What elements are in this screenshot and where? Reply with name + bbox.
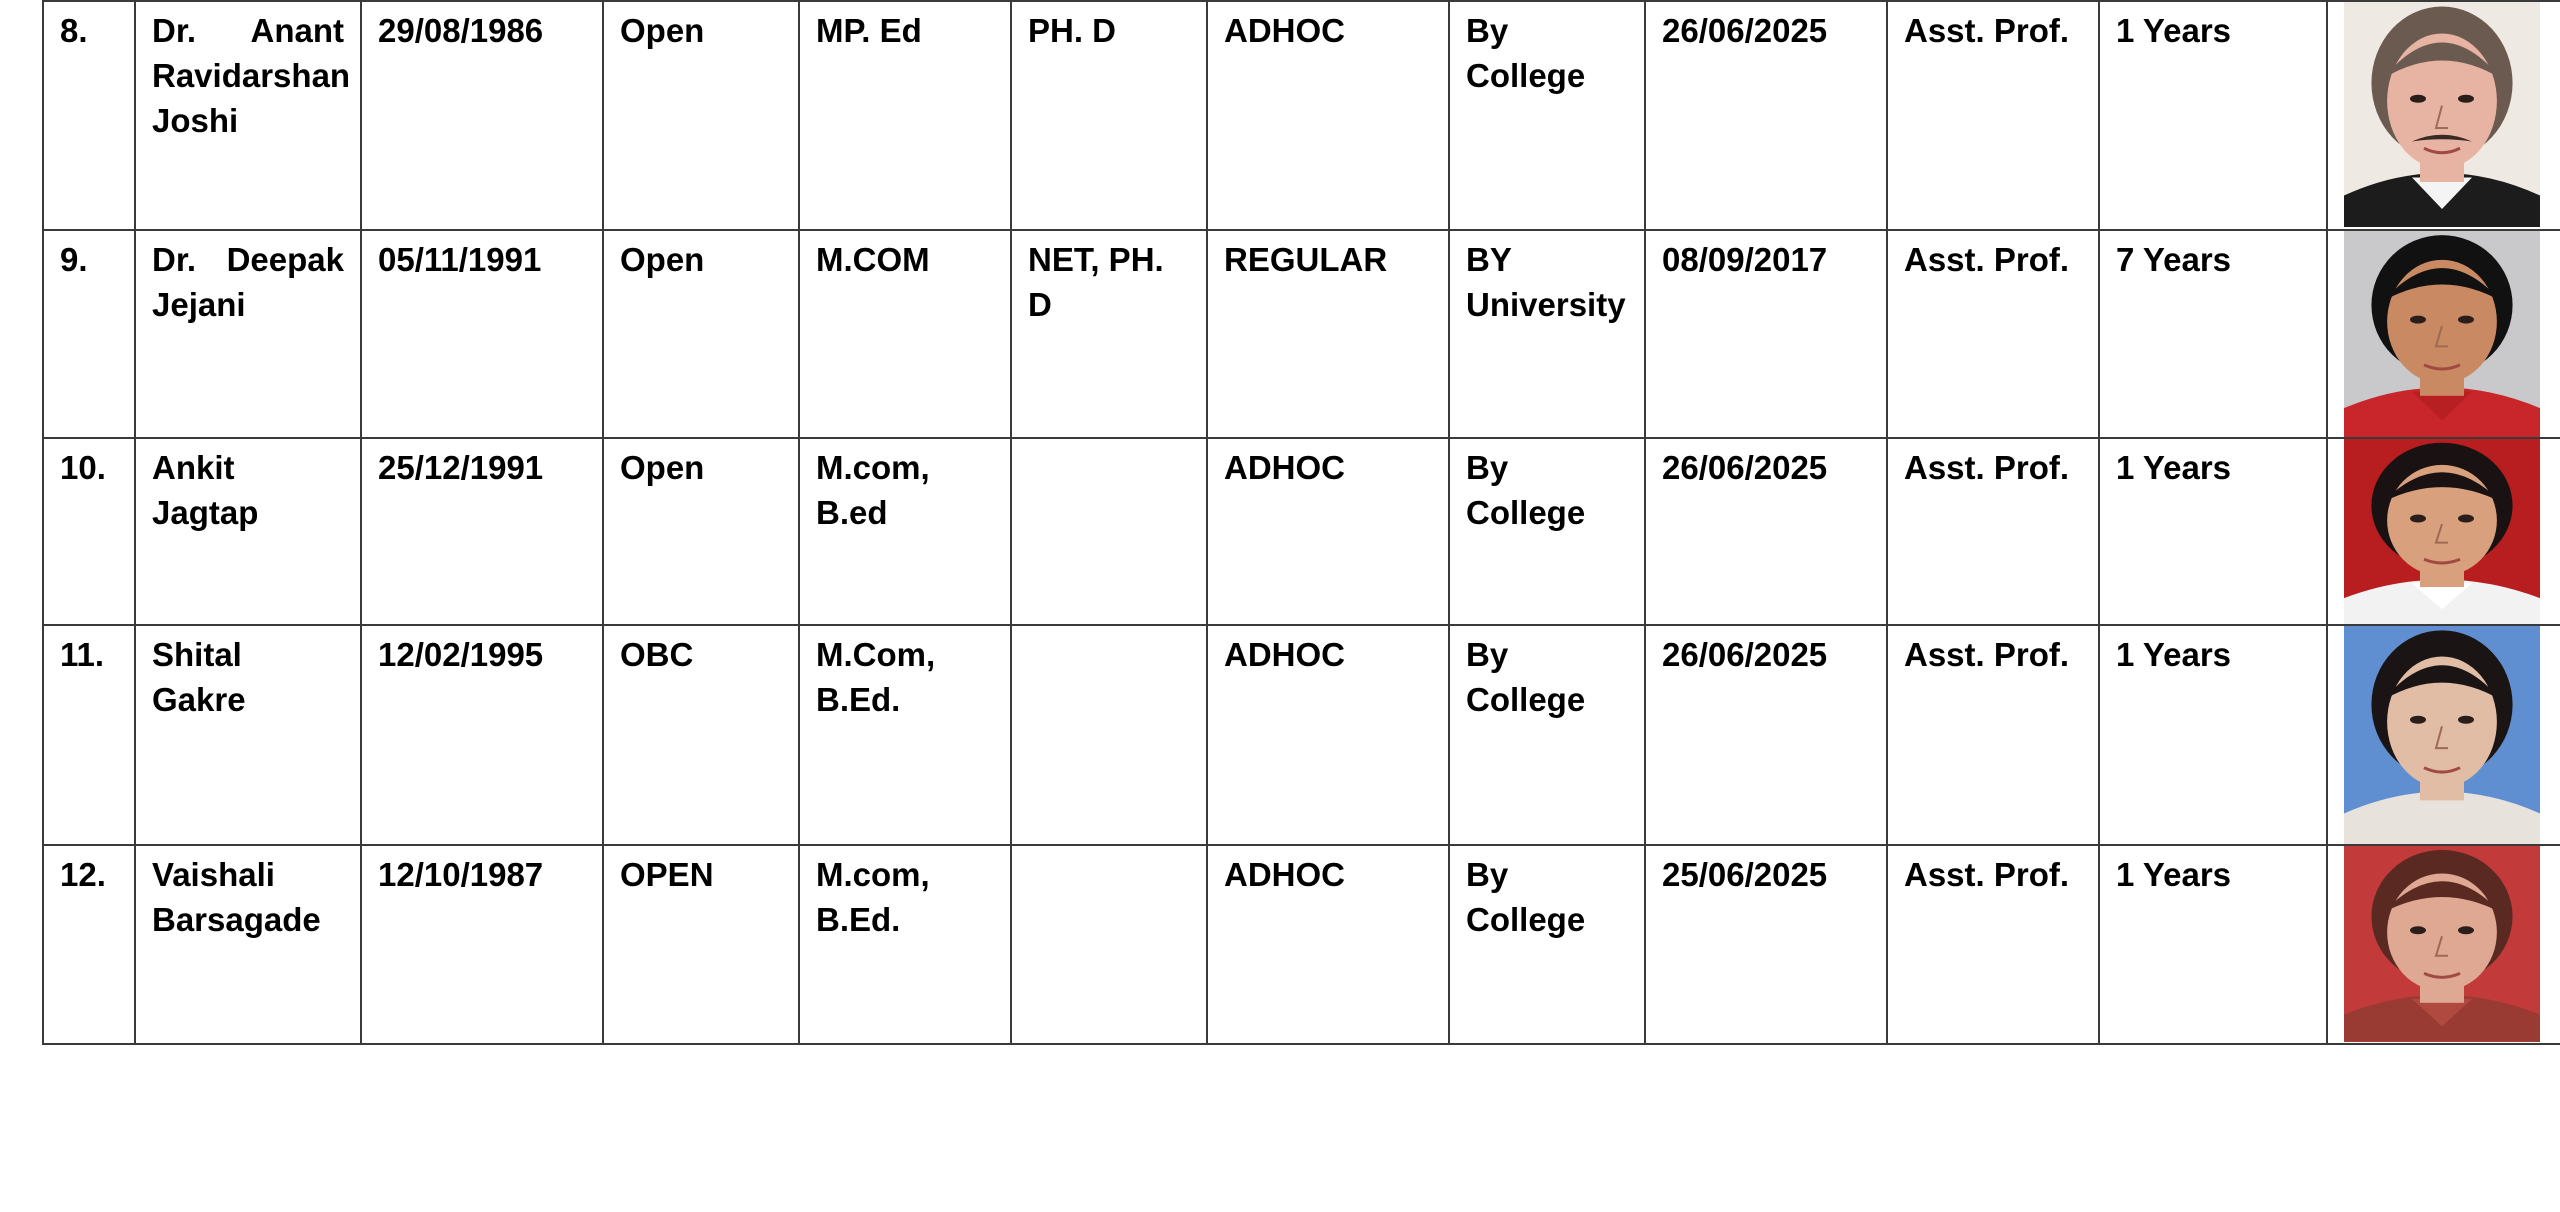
portrait-right-eye bbox=[2458, 95, 2474, 103]
extra-qualification-cell bbox=[1011, 438, 1207, 625]
name-line: Shital Gakre bbox=[152, 636, 246, 718]
portrait-left-eye bbox=[2410, 95, 2426, 103]
dob-cell: 12/02/1995 bbox=[361, 625, 603, 845]
date-cell: 26/06/2025 bbox=[1645, 1, 1887, 230]
portrait-photo bbox=[2344, 626, 2540, 844]
name-line: Dr. Anant bbox=[152, 12, 344, 49]
portrait-illustration bbox=[2344, 439, 2540, 624]
portrait-photo bbox=[2344, 846, 2540, 1042]
table-row bbox=[43, 1, 2560, 230]
experience-cell: 7 Years bbox=[2099, 230, 2327, 438]
photo-cell bbox=[2327, 1, 2560, 230]
qualification-cell: M.Com, B.Ed. bbox=[799, 625, 1011, 845]
date-cell: 08/09/2017 bbox=[1645, 230, 1887, 438]
portrait-photo bbox=[2344, 231, 2540, 437]
staff-table-body bbox=[43, 1, 2560, 1044]
photo-cell bbox=[2327, 230, 2560, 438]
table-row bbox=[43, 438, 2560, 625]
status-cell: ADHOC bbox=[1207, 438, 1449, 625]
portrait-photo bbox=[2344, 439, 2540, 624]
table-row bbox=[43, 625, 2560, 845]
status-cell: ADHOC bbox=[1207, 1, 1449, 230]
date-cell: 26/06/2025 bbox=[1645, 625, 1887, 845]
table-row bbox=[43, 845, 2560, 1044]
category-cell: OBC bbox=[603, 625, 799, 845]
experience-cell: 1 Years bbox=[2099, 625, 2327, 845]
designation-cell: Asst. Prof. bbox=[1887, 230, 2099, 438]
qualification-cell: M.COM bbox=[799, 230, 1011, 438]
status-cell: ADHOC bbox=[1207, 625, 1449, 845]
status-cell: ADHOC bbox=[1207, 845, 1449, 1044]
category-cell: Open bbox=[603, 230, 799, 438]
experience-cell: 1 Years bbox=[2099, 1, 2327, 230]
category-cell: Open bbox=[603, 438, 799, 625]
name-cell bbox=[135, 230, 361, 438]
extra-qualification-cell: PH. D bbox=[1011, 1, 1207, 230]
date-cell: 26/06/2025 bbox=[1645, 438, 1887, 625]
appointed-by-cell: By College bbox=[1449, 438, 1645, 625]
extra-qualification-cell: NET, PH. D bbox=[1011, 230, 1207, 438]
appointed-by-cell: BY University bbox=[1449, 230, 1645, 438]
table-row bbox=[43, 230, 2560, 438]
sr-no-cell: 10. bbox=[43, 438, 135, 625]
name-line: Dr. Deepak bbox=[152, 241, 344, 278]
photo-cell bbox=[2327, 438, 2560, 625]
portrait-right-eye bbox=[2458, 316, 2474, 324]
portrait-illustration bbox=[2344, 231, 2540, 437]
name-line: Vaishali Barsagade bbox=[152, 856, 321, 938]
portrait-left-eye bbox=[2410, 316, 2426, 324]
designation-cell: Asst. Prof. bbox=[1887, 1, 2099, 230]
sr-no-cell: 8. bbox=[43, 1, 135, 230]
portrait-right-eye bbox=[2458, 716, 2474, 724]
portrait-left-eye bbox=[2410, 515, 2426, 523]
portrait-left-eye bbox=[2410, 926, 2426, 934]
extra-qualification-cell bbox=[1011, 625, 1207, 845]
status-cell: REGULAR bbox=[1207, 230, 1449, 438]
category-cell: Open bbox=[603, 1, 799, 230]
experience-cell: 1 Years bbox=[2099, 845, 2327, 1044]
designation-cell: Asst. Prof. bbox=[1887, 845, 2099, 1044]
name-cell bbox=[135, 1, 361, 230]
name-cell bbox=[135, 438, 361, 625]
designation-cell: Asst. Prof. bbox=[1887, 438, 2099, 625]
portrait-illustration bbox=[2344, 2, 2540, 227]
name-cell bbox=[135, 845, 361, 1044]
qualification-cell: MP. Ed bbox=[799, 1, 1011, 230]
name-line: Ankit Jagtap bbox=[152, 449, 259, 531]
designation-cell: Asst. Prof. bbox=[1887, 625, 2099, 845]
photo-cell bbox=[2327, 845, 2560, 1044]
extra-qualification-cell bbox=[1011, 845, 1207, 1044]
name-line: Jejani bbox=[152, 286, 246, 323]
staff-table-sheet bbox=[42, 0, 2560, 1045]
dob-cell: 25/12/1991 bbox=[361, 438, 603, 625]
portrait-illustration bbox=[2344, 846, 2540, 1042]
appointed-by-cell: By College bbox=[1449, 1, 1645, 230]
dob-cell: 29/08/1986 bbox=[361, 1, 603, 230]
portrait-right-eye bbox=[2458, 926, 2474, 934]
name-line: Ravidarshan Joshi bbox=[152, 57, 351, 139]
qualification-cell: M.com, B.ed bbox=[799, 438, 1011, 625]
portrait-illustration bbox=[2344, 626, 2540, 844]
name-cell bbox=[135, 625, 361, 845]
photo-cell bbox=[2327, 625, 2560, 845]
category-cell: OPEN bbox=[603, 845, 799, 1044]
dob-cell: 12/10/1987 bbox=[361, 845, 603, 1044]
date-cell: 25/06/2025 bbox=[1645, 845, 1887, 1044]
appointed-by-cell: By College bbox=[1449, 845, 1645, 1044]
qualification-cell: M.com, B.Ed. bbox=[799, 845, 1011, 1044]
experience-cell: 1 Years bbox=[2099, 438, 2327, 625]
portrait-photo bbox=[2344, 2, 2540, 227]
staff-table bbox=[42, 0, 2560, 1045]
dob-cell: 05/11/1991 bbox=[361, 230, 603, 438]
appointed-by-cell: By College bbox=[1449, 625, 1645, 845]
sr-no-cell: 11. bbox=[43, 625, 135, 845]
portrait-left-eye bbox=[2410, 716, 2426, 724]
sr-no-cell: 9. bbox=[43, 230, 135, 438]
sr-no-cell: 12. bbox=[43, 845, 135, 1044]
portrait-right-eye bbox=[2458, 515, 2474, 523]
